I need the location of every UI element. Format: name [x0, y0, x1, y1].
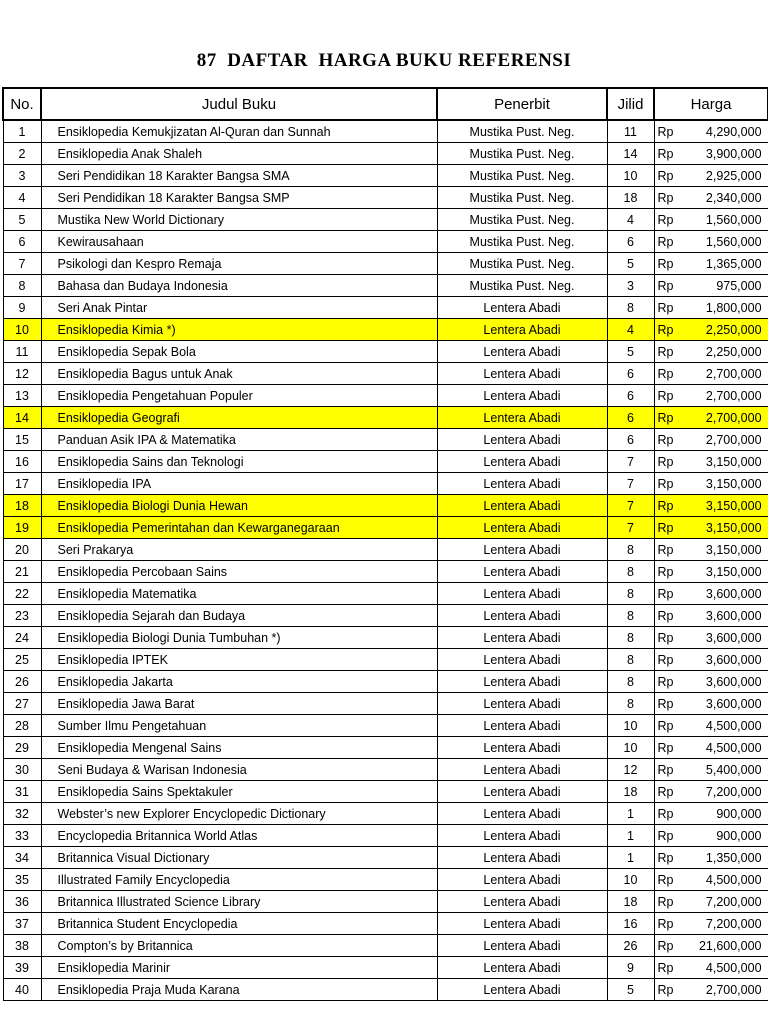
table-row [3, 539, 768, 561]
volume-count: 6 [607, 385, 654, 407]
book-title: Ensiklopedia Jawa Barat [41, 693, 437, 715]
book-title: Ensiklopedia Mengenal Sains [41, 737, 437, 759]
row-number: 24 [3, 627, 41, 649]
row-number: 8 [3, 275, 41, 297]
publisher: Lentera Abadi [437, 561, 607, 583]
price-value: 1,560,000 [682, 231, 768, 253]
book-title: Webster’s new Explorer Encyclopedic Dictionary [41, 803, 437, 825]
table-row [3, 187, 768, 209]
row-number: 11 [3, 341, 41, 363]
publisher: Lentera Abadi [437, 913, 607, 935]
table-row [3, 583, 768, 605]
publisher: Lentera Abadi [437, 649, 607, 671]
row-number: 7 [3, 253, 41, 275]
volume-count: 3 [607, 275, 654, 297]
book-title: Ensiklopedia IPTEK [41, 649, 437, 671]
volume-count: 10 [607, 715, 654, 737]
volume-count: 18 [607, 187, 654, 209]
table-row [3, 143, 768, 165]
publisher: Lentera Abadi [437, 693, 607, 715]
publisher: Lentera Abadi [437, 495, 607, 517]
publisher: Mustika Pust. Neg. [437, 187, 607, 209]
book-title: Ensiklopedia Bagus untuk Anak [41, 363, 437, 385]
volume-count: 8 [607, 605, 654, 627]
price-value: 2,340,000 [682, 187, 768, 209]
price-value: 900,000 [682, 825, 768, 847]
row-number: 28 [3, 715, 41, 737]
volume-count: 5 [607, 979, 654, 1001]
currency-label: Rp [654, 495, 682, 517]
price-value: 3,600,000 [682, 605, 768, 627]
publisher: Lentera Abadi [437, 935, 607, 957]
book-title: Ensiklopedia Geografi [41, 407, 437, 429]
row-number: 25 [3, 649, 41, 671]
row-number: 19 [3, 517, 41, 539]
currency-label: Rp [654, 385, 682, 407]
table-row [3, 803, 768, 825]
price-value: 7,200,000 [682, 891, 768, 913]
book-title: Ensiklopedia Biologi Dunia Tumbuhan *) [41, 627, 437, 649]
table-row [3, 715, 768, 737]
volume-count: 4 [607, 209, 654, 231]
volume-count: 10 [607, 869, 654, 891]
row-number: 12 [3, 363, 41, 385]
row-number: 40 [3, 979, 41, 1001]
row-number: 4 [3, 187, 41, 209]
currency-label: Rp [654, 451, 682, 473]
book-title: Ensiklopedia IPA [41, 473, 437, 495]
table-row [3, 847, 768, 869]
book-title: Ensiklopedia Praja Muda Karana [41, 979, 437, 1001]
currency-label: Rp [654, 231, 682, 253]
publisher: Mustika Pust. Neg. [437, 209, 607, 231]
volume-count: 1 [607, 803, 654, 825]
table-row [3, 209, 768, 231]
currency-label: Rp [654, 583, 682, 605]
book-title: Seni Budaya & Warisan Indonesia [41, 759, 437, 781]
publisher: Lentera Abadi [437, 583, 607, 605]
publisher: Lentera Abadi [437, 891, 607, 913]
row-number: 2 [3, 143, 41, 165]
volume-count: 4 [607, 319, 654, 341]
row-number: 22 [3, 583, 41, 605]
row-number: 27 [3, 693, 41, 715]
volume-count: 6 [607, 231, 654, 253]
volume-count: 8 [607, 671, 654, 693]
book-title: Ensiklopedia Percobaan Sains [41, 561, 437, 583]
currency-label: Rp [654, 847, 682, 869]
volume-count: 11 [607, 120, 654, 143]
price-value: 3,150,000 [682, 451, 768, 473]
book-title: Ensiklopedia Jakarta [41, 671, 437, 693]
table-header-row [3, 88, 768, 120]
table-row [3, 825, 768, 847]
currency-label: Rp [654, 737, 682, 759]
currency-label: Rp [654, 539, 682, 561]
table-row [3, 429, 768, 451]
publisher: Lentera Abadi [437, 781, 607, 803]
header-volume: Jilid [607, 88, 654, 120]
volume-count: 8 [607, 297, 654, 319]
row-number: 34 [3, 847, 41, 869]
row-number: 9 [3, 297, 41, 319]
currency-label: Rp [654, 143, 682, 165]
row-number: 33 [3, 825, 41, 847]
book-title: Seri Pendidikan 18 Karakter Bangsa SMA [41, 165, 437, 187]
volume-count: 18 [607, 781, 654, 803]
currency-label: Rp [654, 363, 682, 385]
book-title: Psikologi dan Kespro Remaja [41, 253, 437, 275]
publisher: Lentera Abadi [437, 627, 607, 649]
table-row [3, 341, 768, 363]
currency-label: Rp [654, 803, 682, 825]
currency-label: Rp [654, 517, 682, 539]
currency-label: Rp [654, 693, 682, 715]
book-title: Seri Pendidikan 18 Karakter Bangsa SMP [41, 187, 437, 209]
currency-label: Rp [654, 649, 682, 671]
table-row [3, 231, 768, 253]
publisher: Lentera Abadi [437, 825, 607, 847]
book-title: Ensiklopedia Sains Spektakuler [41, 781, 437, 803]
table-row [3, 957, 768, 979]
table-row [3, 781, 768, 803]
volume-count: 26 [607, 935, 654, 957]
row-number: 32 [3, 803, 41, 825]
publisher: Lentera Abadi [437, 847, 607, 869]
header-publisher: Penerbit [437, 88, 607, 120]
price-value: 7,200,000 [682, 913, 768, 935]
table-row [3, 253, 768, 275]
table-row [3, 869, 768, 891]
table-row [3, 649, 768, 671]
price-value: 3,150,000 [682, 495, 768, 517]
table-row [3, 671, 768, 693]
price-value: 2,700,000 [682, 407, 768, 429]
publisher: Lentera Abadi [437, 363, 607, 385]
price-value: 3,150,000 [682, 473, 768, 495]
publisher: Lentera Abadi [437, 341, 607, 363]
table-row [3, 737, 768, 759]
book-title: Ensiklopedia Matematika [41, 583, 437, 605]
publisher: Lentera Abadi [437, 297, 607, 319]
publisher: Mustika Pust. Neg. [437, 231, 607, 253]
currency-label: Rp [654, 165, 682, 187]
volume-count: 8 [607, 649, 654, 671]
row-number: 3 [3, 165, 41, 187]
book-title: Panduan Asik IPA & Matematika [41, 429, 437, 451]
volume-count: 5 [607, 253, 654, 275]
publisher: Lentera Abadi [437, 473, 607, 495]
row-number: 37 [3, 913, 41, 935]
price-value: 3,150,000 [682, 539, 768, 561]
book-title: Compton’s by Britannica [41, 935, 437, 957]
row-number: 26 [3, 671, 41, 693]
price-value: 2,250,000 [682, 341, 768, 363]
price-value: 2,700,000 [682, 979, 768, 1001]
price-value: 3,600,000 [682, 649, 768, 671]
price-value: 4,500,000 [682, 869, 768, 891]
book-title: Sumber Ilmu Pengetahuan [41, 715, 437, 737]
publisher: Lentera Abadi [437, 605, 607, 627]
price-value: 3,600,000 [682, 693, 768, 715]
currency-label: Rp [654, 341, 682, 363]
book-title: Ensiklopedia Marinir [41, 957, 437, 979]
volume-count: 7 [607, 451, 654, 473]
row-number: 6 [3, 231, 41, 253]
price-value: 7,200,000 [682, 781, 768, 803]
row-number: 21 [3, 561, 41, 583]
volume-count: 6 [607, 407, 654, 429]
book-title: Britannica Student Encyclopedia [41, 913, 437, 935]
price-value: 4,500,000 [682, 957, 768, 979]
currency-label: Rp [654, 671, 682, 693]
currency-label: Rp [654, 957, 682, 979]
volume-count: 16 [607, 913, 654, 935]
price-value: 4,290,000 [682, 120, 768, 143]
currency-label: Rp [654, 473, 682, 495]
publisher: Lentera Abadi [437, 385, 607, 407]
volume-count: 1 [607, 825, 654, 847]
row-number: 17 [3, 473, 41, 495]
table-row [3, 385, 768, 407]
row-number: 31 [3, 781, 41, 803]
volume-count: 9 [607, 957, 654, 979]
publisher: Lentera Abadi [437, 451, 607, 473]
book-title: Ensiklopedia Kimia *) [41, 319, 437, 341]
table-row [3, 407, 768, 429]
price-value: 1,350,000 [682, 847, 768, 869]
volume-count: 10 [607, 737, 654, 759]
price-value: 5,400,000 [682, 759, 768, 781]
header-title: Judul Buku [41, 88, 437, 120]
row-number: 38 [3, 935, 41, 957]
book-title: Ensiklopedia Pengetahuan Populer [41, 385, 437, 407]
currency-label: Rp [654, 715, 682, 737]
table-row [3, 451, 768, 473]
volume-count: 8 [607, 561, 654, 583]
price-value: 3,600,000 [682, 583, 768, 605]
row-number: 18 [3, 495, 41, 517]
publisher: Mustika Pust. Neg. [437, 253, 607, 275]
table-row [3, 120, 768, 143]
table-body [3, 120, 768, 1001]
table-row [3, 935, 768, 957]
book-title: Ensiklopedia Sepak Bola [41, 341, 437, 363]
header-price: Harga [654, 88, 768, 120]
volume-count: 12 [607, 759, 654, 781]
row-number: 29 [3, 737, 41, 759]
volume-count: 14 [607, 143, 654, 165]
price-value: 4,500,000 [682, 737, 768, 759]
book-title: Ensiklopedia Kemukjizatan Al-Quran dan Sunnah [41, 120, 437, 143]
price-value: 3,150,000 [682, 517, 768, 539]
currency-label: Rp [654, 869, 682, 891]
table-row [3, 517, 768, 539]
currency-label: Rp [654, 561, 682, 583]
publisher: Lentera Abadi [437, 517, 607, 539]
volume-count: 7 [607, 517, 654, 539]
currency-label: Rp [654, 627, 682, 649]
row-number: 36 [3, 891, 41, 913]
volume-count: 10 [607, 165, 654, 187]
book-title: Kewirausahaan [41, 231, 437, 253]
publisher: Mustika Pust. Neg. [437, 165, 607, 187]
header-no: No. [3, 88, 41, 120]
publisher: Mustika Pust. Neg. [437, 143, 607, 165]
currency-label: Rp [654, 407, 682, 429]
publisher: Lentera Abadi [437, 869, 607, 891]
volume-count: 18 [607, 891, 654, 913]
price-value: 3,600,000 [682, 671, 768, 693]
table-row [3, 473, 768, 495]
price-value: 1,365,000 [682, 253, 768, 275]
row-number: 39 [3, 957, 41, 979]
price-value: 1,800,000 [682, 297, 768, 319]
price-value: 975,000 [682, 275, 768, 297]
book-title: Illustrated Family Encyclopedia [41, 869, 437, 891]
price-value: 4,500,000 [682, 715, 768, 737]
volume-count: 6 [607, 429, 654, 451]
row-number: 10 [3, 319, 41, 341]
publisher: Lentera Abadi [437, 979, 607, 1001]
table-row [3, 165, 768, 187]
publisher: Lentera Abadi [437, 539, 607, 561]
table-row [3, 605, 768, 627]
table-row [3, 759, 768, 781]
volume-count: 8 [607, 693, 654, 715]
volume-count: 1 [607, 847, 654, 869]
book-title: Seri Anak Pintar [41, 297, 437, 319]
table-row [3, 561, 768, 583]
row-number: 30 [3, 759, 41, 781]
price-value: 21,600,000 [682, 935, 768, 957]
book-title: Bahasa dan Budaya Indonesia [41, 275, 437, 297]
table-row [3, 891, 768, 913]
row-number: 1 [3, 120, 41, 143]
publisher: Lentera Abadi [437, 715, 607, 737]
book-title: Ensiklopedia Sejarah dan Budaya [41, 605, 437, 627]
currency-label: Rp [654, 120, 682, 143]
volume-count: 8 [607, 539, 654, 561]
page-title: 87 DAFTAR HARGA BUKU REFERENSI [196, 50, 572, 71]
currency-label: Rp [654, 825, 682, 847]
row-number: 20 [3, 539, 41, 561]
volume-count: 7 [607, 473, 654, 495]
currency-label: Rp [654, 187, 682, 209]
volume-count: 8 [607, 627, 654, 649]
currency-label: Rp [654, 429, 682, 451]
row-number: 16 [3, 451, 41, 473]
price-value: 3,900,000 [682, 143, 768, 165]
price-value: 2,250,000 [682, 319, 768, 341]
row-number: 35 [3, 869, 41, 891]
table-row [3, 627, 768, 649]
table-row [3, 275, 768, 297]
price-value: 3,150,000 [682, 561, 768, 583]
price-table [2, 87, 768, 1001]
row-number: 5 [3, 209, 41, 231]
price-value: 3,600,000 [682, 627, 768, 649]
publisher: Mustika Pust. Neg. [437, 120, 607, 143]
table-row [3, 319, 768, 341]
table-row [3, 979, 768, 1001]
book-title: Ensiklopedia Sains dan Teknologi [41, 451, 437, 473]
row-number: 15 [3, 429, 41, 451]
currency-label: Rp [654, 891, 682, 913]
price-value: 2,700,000 [682, 363, 768, 385]
book-title: Mustika New World Dictionary [41, 209, 437, 231]
book-title: Ensiklopedia Anak Shaleh [41, 143, 437, 165]
book-title: Britannica Illustrated Science Library [41, 891, 437, 913]
book-title: Seri Prakarya [41, 539, 437, 561]
publisher: Lentera Abadi [437, 407, 607, 429]
price-value: 1,560,000 [682, 209, 768, 231]
currency-label: Rp [654, 275, 682, 297]
table-row [3, 297, 768, 319]
currency-label: Rp [654, 913, 682, 935]
currency-label: Rp [654, 605, 682, 627]
row-number: 13 [3, 385, 41, 407]
book-title: Britannica Visual Dictionary [41, 847, 437, 869]
volume-count: 6 [607, 363, 654, 385]
currency-label: Rp [654, 319, 682, 341]
table-row [3, 363, 768, 385]
volume-count: 8 [607, 583, 654, 605]
price-value: 900,000 [682, 803, 768, 825]
currency-label: Rp [654, 759, 682, 781]
price-value: 2,925,000 [682, 165, 768, 187]
row-number: 14 [3, 407, 41, 429]
publisher: Lentera Abadi [437, 803, 607, 825]
currency-label: Rp [654, 979, 682, 1001]
publisher: Lentera Abadi [437, 957, 607, 979]
currency-label: Rp [654, 781, 682, 803]
table-row [3, 693, 768, 715]
row-number: 23 [3, 605, 41, 627]
price-value: 2,700,000 [682, 429, 768, 451]
book-title: Encyclopedia Britannica World Atlas [41, 825, 437, 847]
table-row [3, 495, 768, 517]
currency-label: Rp [654, 209, 682, 231]
publisher: Lentera Abadi [437, 319, 607, 341]
book-title: Ensiklopedia Pemerintahan dan Kewarganegaraan [41, 517, 437, 539]
publisher: Lentera Abadi [437, 737, 607, 759]
publisher: Mustika Pust. Neg. [437, 275, 607, 297]
table-row [3, 913, 768, 935]
currency-label: Rp [654, 297, 682, 319]
currency-label: Rp [654, 253, 682, 275]
currency-label: Rp [654, 935, 682, 957]
publisher: Lentera Abadi [437, 759, 607, 781]
price-value: 2,700,000 [682, 385, 768, 407]
publisher: Lentera Abadi [437, 671, 607, 693]
volume-count: 7 [607, 495, 654, 517]
volume-count: 5 [607, 341, 654, 363]
book-title: Ensiklopedia Biologi Dunia Hewan [41, 495, 437, 517]
publisher: Lentera Abadi [437, 429, 607, 451]
